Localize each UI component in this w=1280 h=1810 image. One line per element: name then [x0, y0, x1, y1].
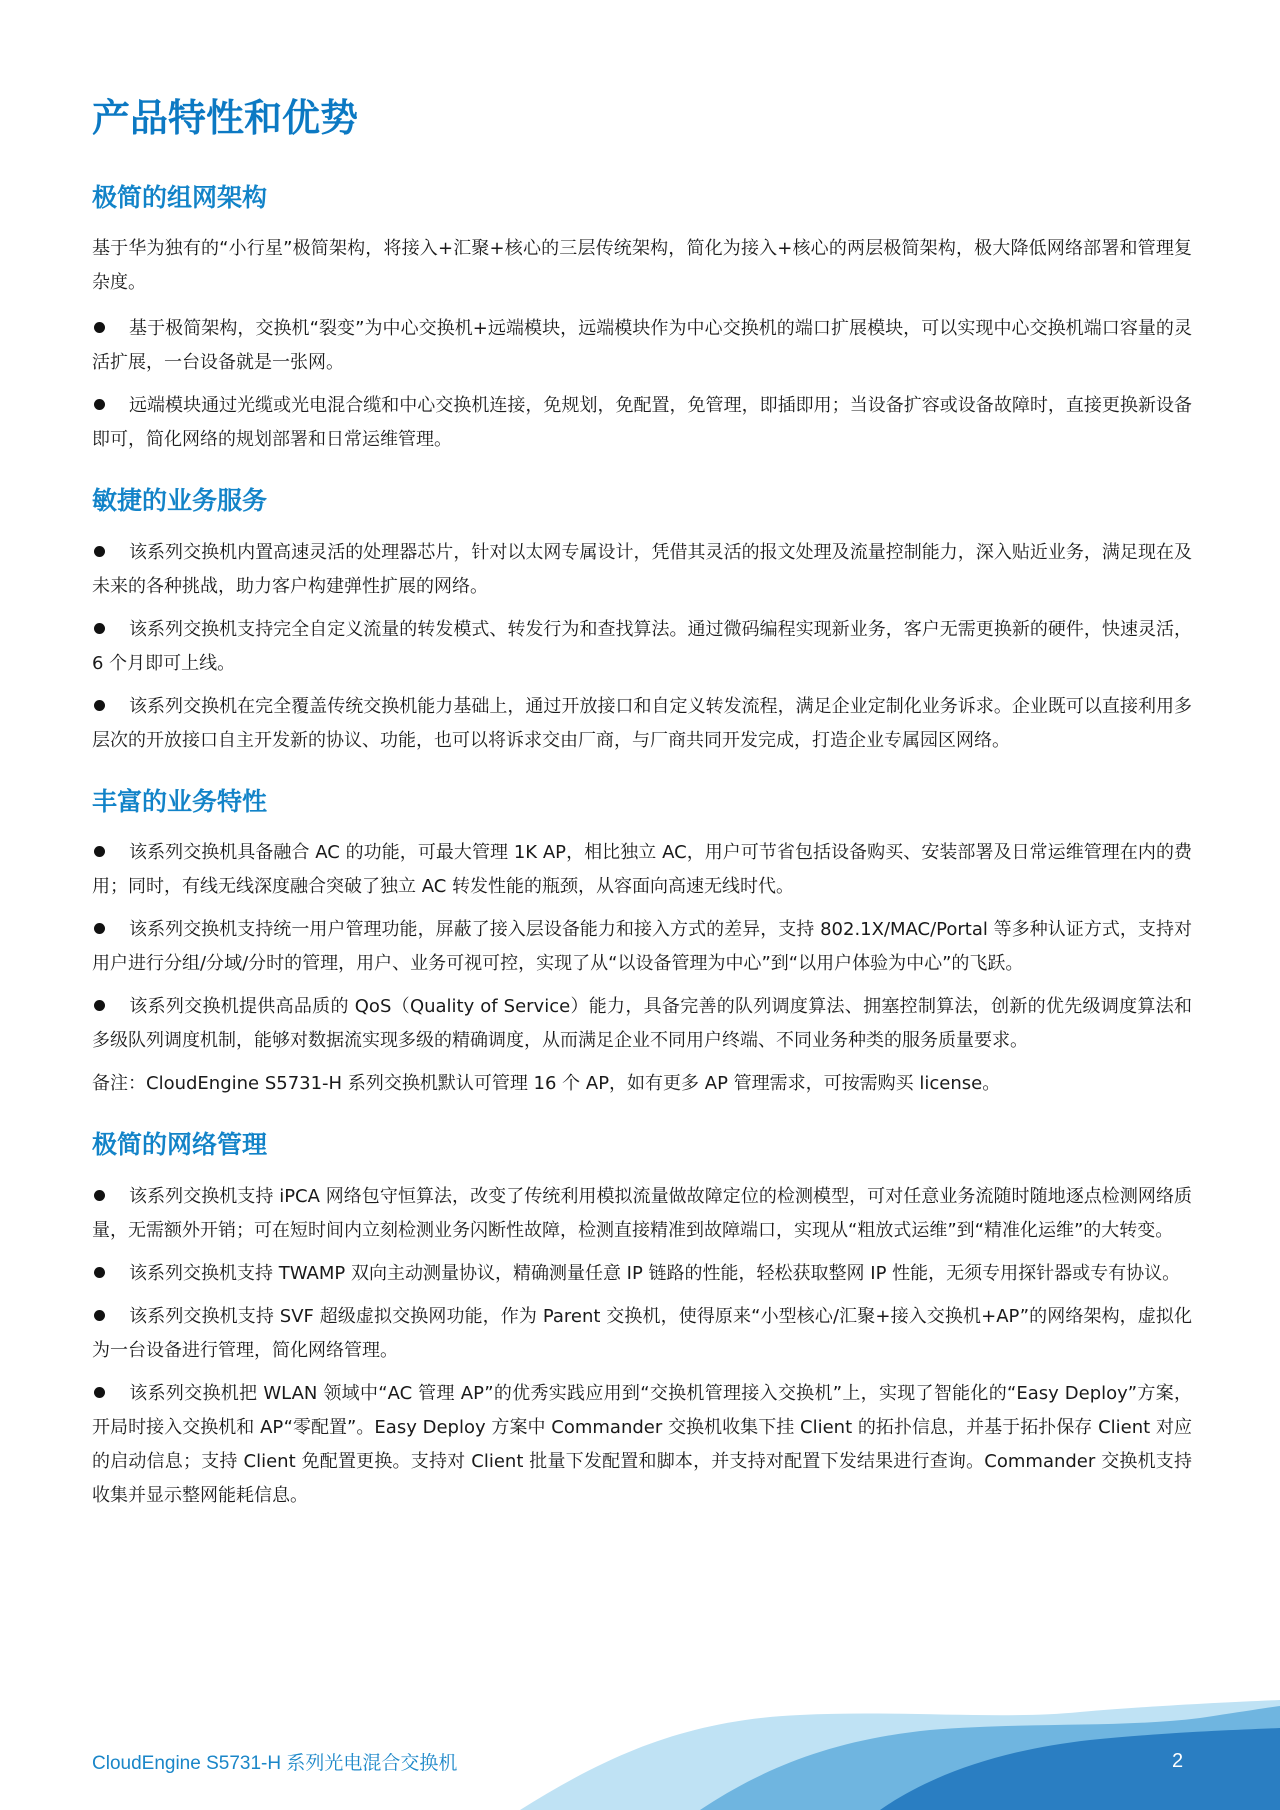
section-heading: 敏捷的业务服务	[92, 486, 268, 516]
bullet-icon	[94, 700, 105, 711]
bullet-text: 该系列交换机支持统一用户管理功能，屏蔽了接入层设备能力和接入方式的差异，支持 802.1X/MAC/Portal 等多种认证方式，支持对用户进行分组/分域/分时的管理，用户、业务可视可控，实现了从“以设备管理为中心”到“以用户体验为中心”的飞跃。	[92, 919, 1192, 975]
bullet-icon	[94, 546, 105, 557]
bullet-list	[92, 836, 1192, 1058]
bullet-item	[92, 312, 1192, 380]
bullet-icon	[94, 1190, 105, 1201]
bullet-item	[92, 1180, 1192, 1248]
bullet-text: 该系列交换机具备融合 AC 的功能，可最大管理 1K AP，相比独立 AC，用户可节省包括设备购买、安装部署及日常运维管理在内的费用；同时，有线无线深度融合突破了独立 AC 转发性能的瓶颈，从容面向高速无线时代。	[92, 842, 1192, 898]
bullet-icon	[94, 846, 105, 857]
bullet-item	[92, 389, 1192, 457]
bullet-item	[92, 1257, 1192, 1291]
bullet-icon	[94, 399, 105, 410]
bullet-text: 该系列交换机支持 iPCA 网络包守恒算法，改变了传统利用模拟流量做故障定位的检测模型，可对任意业务流随时随地逐点检测网络质量，无需额外开销；可在短时间内立刻检测业务闪断性故障，检测直接精准到故障端口，实现从“粗放式运维”到“精准化运维”的大转变。	[92, 1185, 1192, 1241]
page-content	[92, 96, 1192, 1541]
bullet-icon	[94, 1310, 105, 1321]
bullet-icon	[94, 1000, 105, 1011]
bullet-text: 该系列交换机提供高品质的 QoS（Quality of Service）能力，具备完善的队列调度算法、拥塞控制算法，创新的优先级调度算法和多级队列调度机制，能够对数据流实现多级的精确调度，从而满足企业不同用户终端、不同业务种类的服务质量要求。	[92, 996, 1192, 1052]
bullet-item	[92, 1377, 1192, 1513]
bullet-icon	[94, 322, 105, 333]
section-heading: 丰富的业务特性	[92, 786, 268, 816]
bullet-list	[92, 536, 1192, 758]
bullet-icon	[94, 1387, 105, 1398]
bullet-icon	[94, 623, 105, 634]
bullet-icon	[94, 923, 105, 934]
bullet-text: 该系列交换机在完全覆盖传统交换机能力基础上，通过开放接口和自定义转发流程，满足企业定制化业务诉求。企业既可以直接利用多层次的开放接口自主开发新的协议、功能，也可以将诉求交由厂商，与厂商共同开发完成，打造企业专属园区网络。	[92, 695, 1192, 751]
bullet-item	[92, 1300, 1192, 1368]
bullet-list	[92, 312, 1192, 457]
bullet-text: 该系列交换机把 WLAN 领域中“AC 管理 AP”的优秀实践应用到“交换机管理接入交换机”上，实现了智能化的“Easy Deploy”方案，开局时接入交换机和 AP“零配置”。Easy Deploy 方案中 Commander 交换机收集下挂 Client 的拓扑信息，并基于拓扑保存 Client 对应的启动信息；支持 Client 免配置更换。支持对 Client 批量下发配置和脚本，并支持对配置下发结果进行查询。Commander 交换机支持收集并显示整网能耗信息。	[92, 1382, 1192, 1506]
section-network-management	[92, 1129, 1192, 1513]
bullet-item	[92, 836, 1192, 904]
section-minimal-architecture	[92, 182, 1192, 458]
bullet-item	[92, 913, 1192, 981]
footer-document-title: CloudEngine S5731-H 系列光电混合交换机	[92, 1753, 458, 1774]
section-intro: 基于华为独有的“小行星”极简架构，将接入+汇聚+核心的三层传统架构，简化为接入+核心的两层极简架构，极大降低网络部署和管理复杂度。	[92, 238, 1192, 294]
bullet-item	[92, 536, 1192, 604]
bullet-text: 该系列交换机支持完全自定义流量的转发模式、转发行为和查找算法。通过微码编程实现新业务，客户无需更换新的硬件，快速灵活，6 个月即可上线。	[92, 618, 1192, 674]
bullet-text: 该系列交换机支持 SVF 超级虚拟交换网功能，作为 Parent 交换机，使得原来“小型核心/汇聚+接入交换机+AP”的网络架构，虚拟化为一台设备进行管理，简化网络管理。	[92, 1305, 1192, 1361]
section-heading: 极简的网络管理	[92, 1130, 268, 1160]
bullet-text: 基于极简架构，交换机“裂变”为中心交换机+远端模块，远端模块作为中心交换机的端口扩展模块，可以实现中心交换机端口容量的灵活扩展，一台设备就是一张网。	[92, 318, 1192, 374]
bullet-list	[92, 1180, 1192, 1513]
bullet-item	[92, 690, 1192, 758]
bullet-text: 该系列交换机内置高速灵活的处理器芯片，针对以太网专属设计，凭借其灵活的报文处理及流量控制能力，深入贴近业务，满足现在及未来的各种挑战，助力客户构建弹性扩展的网络。	[92, 541, 1192, 597]
bullet-text: 该系列交换机支持 TWAMP 双向主动测量协议，精确测量任意 IP 链路的性能，轻松获取整网 IP 性能，无须专用探针器或专有协议。	[129, 1262, 1181, 1284]
section-agile-services	[92, 485, 1192, 758]
page-title: 产品特性和优势	[92, 96, 359, 140]
section-heading: 极简的组网架构	[92, 182, 268, 212]
bullet-text: 远端模块通过光缆或光电混合缆和中心交换机连接，免规划，免配置，免管理，即插即用；当设备扩容或设备故障时，直接更换新设备即可，简化网络的规划部署和日常运维管理。	[92, 395, 1192, 451]
bullet-item	[92, 613, 1192, 681]
bullet-icon	[94, 1267, 105, 1278]
note-text: 备注：CloudEngine S5731-H 系列交换机默认可管理 16 个 AP，如有更多 AP 管理需求，可按需购买 license。	[92, 1073, 1001, 1095]
page-number: 2	[1172, 1750, 1184, 1772]
section-rich-features	[92, 786, 1192, 1102]
bullet-item	[92, 990, 1192, 1058]
